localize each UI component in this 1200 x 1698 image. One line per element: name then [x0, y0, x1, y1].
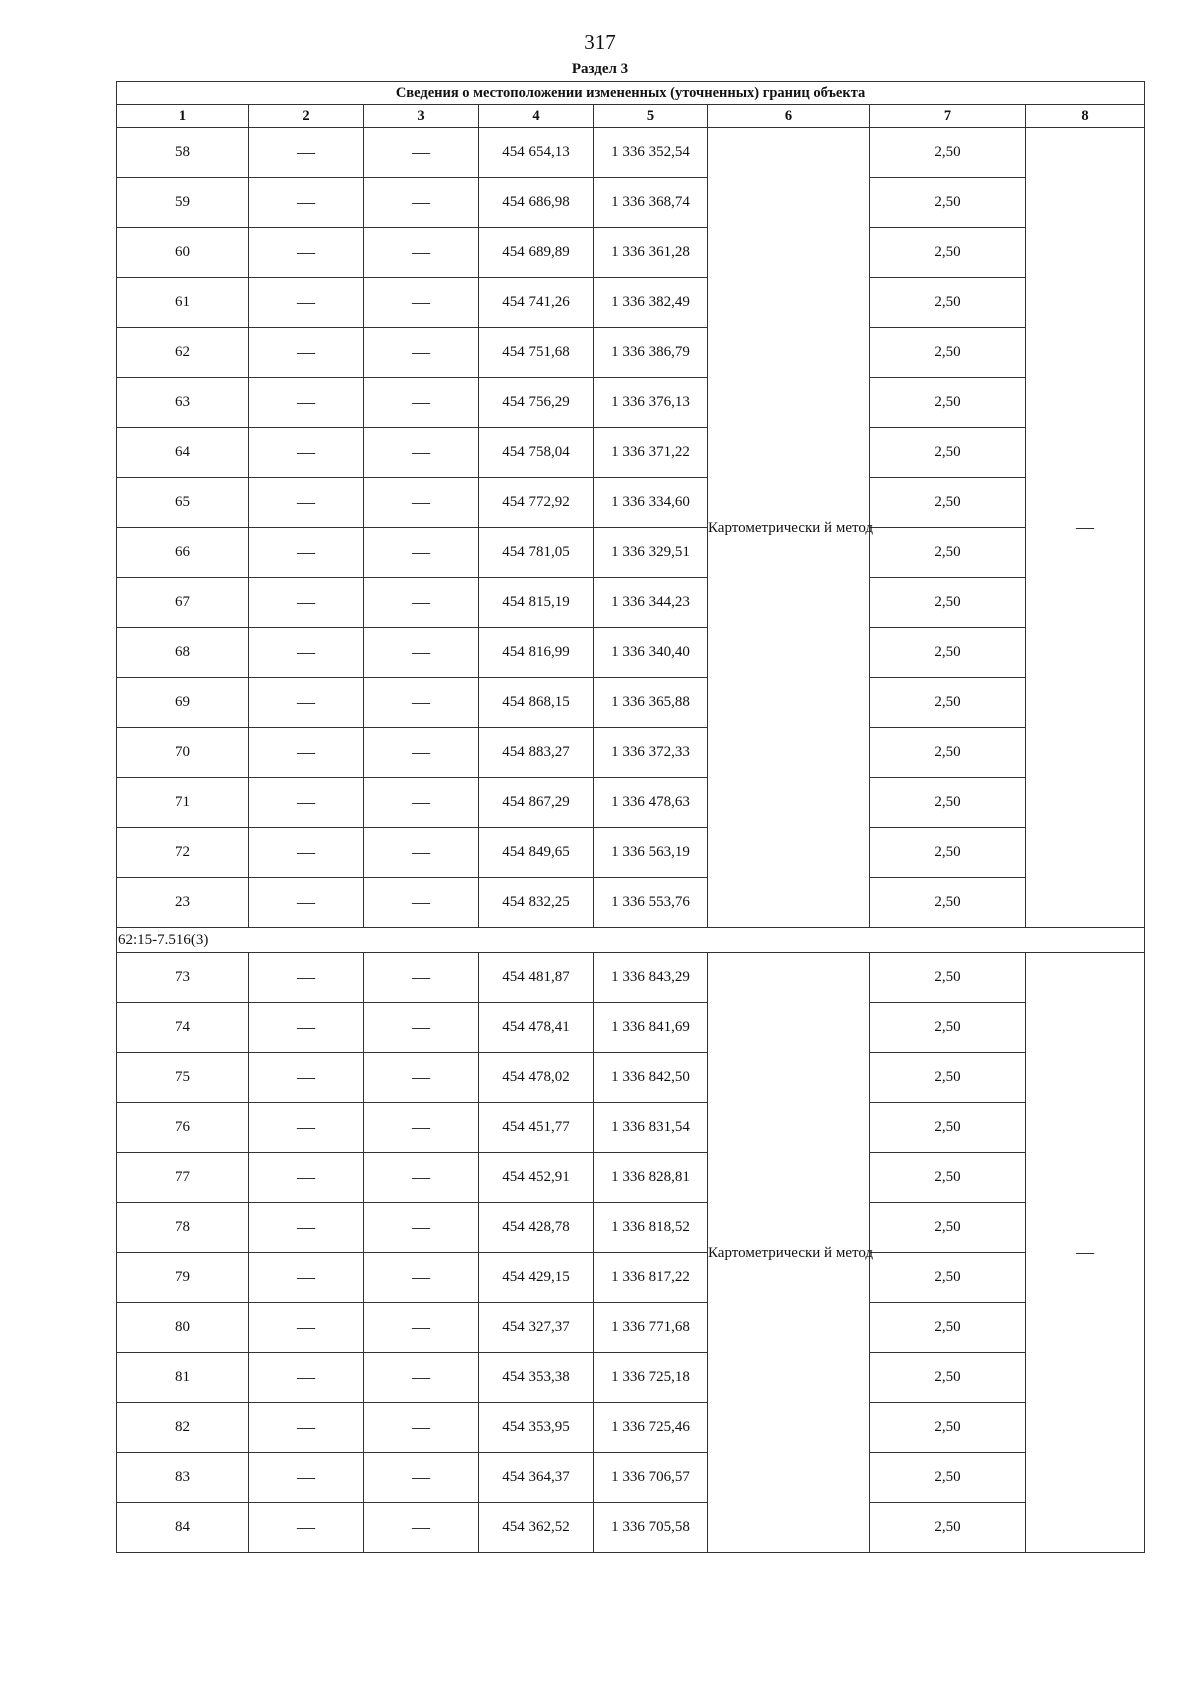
col3-cell: — — [364, 628, 479, 678]
accuracy-cell: 2,50 — [870, 228, 1026, 278]
y-coordinate-cell: 1 336 725,18 — [594, 1353, 708, 1403]
col3-cell: — — [364, 678, 479, 728]
point-number-cell: 58 — [117, 128, 249, 178]
col2-cell: — — [249, 728, 364, 778]
table-row — [117, 528, 1145, 578]
col2-cell: — — [249, 953, 364, 1003]
x-coordinate-cell: 454 654,13 — [479, 128, 594, 178]
col3-cell: — — [364, 1403, 479, 1453]
method-cell: Картометрически й метод — [708, 128, 870, 928]
accuracy-cell: 2,50 — [870, 878, 1026, 928]
accuracy-cell: 2,50 — [870, 1203, 1026, 1253]
y-coordinate-cell: 1 336 376,13 — [594, 378, 708, 428]
table-title: Сведения о местоположении измененных (уточненных) границ объекта — [117, 82, 1145, 105]
point-number-cell: 61 — [117, 278, 249, 328]
point-number-cell: 76 — [117, 1103, 249, 1153]
col2-cell: — — [249, 1403, 364, 1453]
table-row — [117, 178, 1145, 228]
point-number-cell: 73 — [117, 953, 249, 1003]
x-coordinate-cell: 454 327,37 — [479, 1303, 594, 1353]
x-coordinate-cell: 454 689,89 — [479, 228, 594, 278]
x-coordinate-cell: 454 451,77 — [479, 1103, 594, 1153]
x-coordinate-cell: 454 353,95 — [479, 1403, 594, 1453]
table-row — [117, 878, 1145, 928]
accuracy-cell: 2,50 — [870, 728, 1026, 778]
column-number-7: 7 — [870, 105, 1026, 128]
y-coordinate-cell: 1 336 817,22 — [594, 1253, 708, 1303]
y-coordinate-cell: 1 336 352,54 — [594, 128, 708, 178]
table-row — [117, 678, 1145, 728]
col2-cell: — — [249, 528, 364, 578]
column-number-8: 8 — [1026, 105, 1145, 128]
y-coordinate-cell: 1 336 771,68 — [594, 1303, 708, 1353]
col2-cell: — — [249, 178, 364, 228]
x-coordinate-cell: 454 883,27 — [479, 728, 594, 778]
point-number-cell: 72 — [117, 828, 249, 878]
accuracy-cell: 2,50 — [870, 1403, 1026, 1453]
table-row — [117, 1053, 1145, 1103]
y-coordinate-cell: 1 336 843,29 — [594, 953, 708, 1003]
method-cell: Картометрически й метод — [708, 953, 870, 1553]
accuracy-cell: 2,50 — [870, 828, 1026, 878]
accuracy-cell: 2,50 — [870, 1453, 1026, 1503]
col8-cell: — — [1026, 953, 1145, 1553]
x-coordinate-cell: 454 478,02 — [479, 1053, 594, 1103]
accuracy-cell: 2,50 — [870, 178, 1026, 228]
col2-cell: — — [249, 1103, 364, 1153]
parcel-row — [117, 928, 1145, 953]
col2-cell: — — [249, 828, 364, 878]
col8-cell: — — [1026, 128, 1145, 928]
column-number-4: 4 — [479, 105, 594, 128]
col2-cell: — — [249, 328, 364, 378]
accuracy-cell: 2,50 — [870, 1353, 1026, 1403]
col2-cell: — — [249, 278, 364, 328]
table-row — [117, 778, 1145, 828]
col2-cell: — — [249, 878, 364, 928]
column-number-3: 3 — [364, 105, 479, 128]
x-coordinate-cell: 454 429,15 — [479, 1253, 594, 1303]
column-number-6: 6 — [708, 105, 870, 128]
accuracy-cell: 2,50 — [870, 328, 1026, 378]
col3-cell: — — [364, 1353, 479, 1403]
table-row — [117, 1103, 1145, 1153]
col3-cell: — — [364, 1253, 479, 1303]
point-number-cell: 65 — [117, 478, 249, 528]
table-row — [117, 1203, 1145, 1253]
col2-cell: — — [249, 1253, 364, 1303]
x-coordinate-cell: 454 781,05 — [479, 528, 594, 578]
y-coordinate-cell: 1 336 705,58 — [594, 1503, 708, 1553]
table-row — [117, 1003, 1145, 1053]
column-number-row — [117, 105, 1145, 128]
section-title: Раздел 3 — [571, 61, 629, 77]
table-row — [117, 1353, 1145, 1403]
col2-cell: — — [249, 578, 364, 628]
accuracy-cell: 2,50 — [870, 428, 1026, 478]
y-coordinate-cell: 1 336 818,52 — [594, 1203, 708, 1253]
x-coordinate-cell: 454 741,26 — [479, 278, 594, 328]
y-coordinate-cell: 1 336 478,63 — [594, 778, 708, 828]
col2-cell: — — [249, 228, 364, 278]
x-coordinate-cell: 454 362,52 — [479, 1503, 594, 1553]
point-number-cell: 23 — [117, 878, 249, 928]
col3-cell: — — [364, 728, 479, 778]
accuracy-cell: 2,50 — [870, 1103, 1026, 1153]
col3-cell: — — [364, 228, 479, 278]
col3-cell: — — [364, 778, 479, 828]
point-number-cell: 64 — [117, 428, 249, 478]
col3-cell: — — [364, 378, 479, 428]
col2-cell: — — [249, 628, 364, 678]
point-number-cell: 79 — [117, 1253, 249, 1303]
y-coordinate-cell: 1 336 329,51 — [594, 528, 708, 578]
column-number-2: 2 — [249, 105, 364, 128]
y-coordinate-cell: 1 336 831,54 — [594, 1103, 708, 1153]
table-row — [117, 1503, 1145, 1553]
y-coordinate-cell: 1 336 334,60 — [594, 478, 708, 528]
table-row — [117, 1303, 1145, 1353]
point-number-cell: 68 — [117, 628, 249, 678]
x-coordinate-cell: 454 758,04 — [479, 428, 594, 478]
col3-cell: — — [364, 578, 479, 628]
y-coordinate-cell: 1 336 368,74 — [594, 178, 708, 228]
accuracy-cell: 2,50 — [870, 953, 1026, 1003]
x-coordinate-cell: 454 686,98 — [479, 178, 594, 228]
x-coordinate-cell: 454 867,29 — [479, 778, 594, 828]
point-number-cell: 75 — [117, 1053, 249, 1103]
point-number-cell: 71 — [117, 778, 249, 828]
accuracy-cell: 2,50 — [870, 128, 1026, 178]
point-number-cell: 63 — [117, 378, 249, 428]
table-row — [117, 278, 1145, 328]
table-row — [117, 828, 1145, 878]
coordinates-table — [116, 81, 1145, 1553]
y-coordinate-cell: 1 336 372,33 — [594, 728, 708, 778]
point-number-cell: 82 — [117, 1403, 249, 1453]
point-number-cell: 81 — [117, 1353, 249, 1403]
col3-cell: — — [364, 128, 479, 178]
parcel-id: 62:15-7.516(3) — [117, 928, 1145, 953]
col3-cell: — — [364, 528, 479, 578]
col2-cell: — — [249, 778, 364, 828]
accuracy-cell: 2,50 — [870, 578, 1026, 628]
col2-cell: — — [249, 1503, 364, 1553]
point-number-cell: 67 — [117, 578, 249, 628]
col3-cell: — — [364, 428, 479, 478]
x-coordinate-cell: 454 364,37 — [479, 1453, 594, 1503]
col2-cell: — — [249, 1453, 364, 1503]
accuracy-cell: 2,50 — [870, 1303, 1026, 1353]
y-coordinate-cell: 1 336 563,19 — [594, 828, 708, 878]
point-number-cell: 62 — [117, 328, 249, 378]
col2-cell: — — [249, 1053, 364, 1103]
col2-cell: — — [249, 428, 364, 478]
col2-cell: — — [249, 478, 364, 528]
x-coordinate-cell: 454 452,91 — [479, 1153, 594, 1203]
point-number-cell: 78 — [117, 1203, 249, 1253]
col3-cell: — — [364, 1103, 479, 1153]
x-coordinate-cell: 454 751,68 — [479, 328, 594, 378]
x-coordinate-cell: 454 816,99 — [479, 628, 594, 678]
x-coordinate-cell: 454 478,41 — [479, 1003, 594, 1053]
table-row — [117, 1453, 1145, 1503]
y-coordinate-cell: 1 336 828,81 — [594, 1153, 708, 1203]
y-coordinate-cell: 1 336 344,23 — [594, 578, 708, 628]
accuracy-cell: 2,50 — [870, 678, 1026, 728]
accuracy-cell: 2,50 — [870, 1503, 1026, 1553]
y-coordinate-cell: 1 336 371,22 — [594, 428, 708, 478]
table-row — [117, 1403, 1145, 1453]
accuracy-cell: 2,50 — [870, 628, 1026, 678]
table-body — [117, 82, 1145, 1553]
page-number: 317 — [584, 30, 616, 54]
col3-cell: — — [364, 878, 479, 928]
col3-cell: — — [364, 1053, 479, 1103]
accuracy-cell: 2,50 — [870, 378, 1026, 428]
point-number-cell: 59 — [117, 178, 249, 228]
x-coordinate-cell: 454 353,38 — [479, 1353, 594, 1403]
accuracy-cell: 2,50 — [870, 1003, 1026, 1053]
point-number-cell: 77 — [117, 1153, 249, 1203]
y-coordinate-cell: 1 336 365,88 — [594, 678, 708, 728]
table-row — [117, 328, 1145, 378]
table-row — [117, 628, 1145, 678]
point-number-cell: 69 — [117, 678, 249, 728]
table-row — [117, 1253, 1145, 1303]
col2-cell: — — [249, 128, 364, 178]
point-number-cell: 60 — [117, 228, 249, 278]
point-number-cell: 84 — [117, 1503, 249, 1553]
col2-cell: — — [249, 678, 364, 728]
accuracy-cell: 2,50 — [870, 1253, 1026, 1303]
col2-cell: — — [249, 1303, 364, 1353]
table-row — [117, 228, 1145, 278]
table-row — [117, 378, 1145, 428]
table-row — [117, 728, 1145, 778]
y-coordinate-cell: 1 336 841,69 — [594, 1003, 708, 1053]
accuracy-cell: 2,50 — [870, 528, 1026, 578]
point-number-cell: 70 — [117, 728, 249, 778]
col3-cell: — — [364, 1003, 479, 1053]
table-row — [117, 1153, 1145, 1203]
accuracy-cell: 2,50 — [870, 778, 1026, 828]
x-coordinate-cell: 454 428,78 — [479, 1203, 594, 1253]
table-row — [117, 478, 1145, 528]
column-number-5: 5 — [594, 105, 708, 128]
table-row — [117, 578, 1145, 628]
y-coordinate-cell: 1 336 553,76 — [594, 878, 708, 928]
accuracy-cell: 2,50 — [870, 278, 1026, 328]
col2-cell: — — [249, 1153, 364, 1203]
table-row — [117, 128, 1145, 178]
table-row — [117, 953, 1145, 1003]
y-coordinate-cell: 1 336 361,28 — [594, 228, 708, 278]
accuracy-cell: 2,50 — [870, 478, 1026, 528]
accuracy-cell: 2,50 — [870, 1053, 1026, 1103]
col3-cell: — — [364, 1153, 479, 1203]
x-coordinate-cell: 454 868,15 — [479, 678, 594, 728]
point-number-cell: 80 — [117, 1303, 249, 1353]
x-coordinate-cell: 454 481,87 — [479, 953, 594, 1003]
column-number-1: 1 — [117, 105, 249, 128]
col3-cell: — — [364, 478, 479, 528]
col2-cell: — — [249, 1203, 364, 1253]
col3-cell: — — [364, 1203, 479, 1253]
table-row — [117, 428, 1145, 478]
col3-cell: — — [364, 328, 479, 378]
col2-cell: — — [249, 1003, 364, 1053]
point-number-cell: 74 — [117, 1003, 249, 1053]
x-coordinate-cell: 454 849,65 — [479, 828, 594, 878]
y-coordinate-cell: 1 336 706,57 — [594, 1453, 708, 1503]
col3-cell: — — [364, 278, 479, 328]
col3-cell: — — [364, 178, 479, 228]
col3-cell: — — [364, 1453, 479, 1503]
col3-cell: — — [364, 1503, 479, 1553]
x-coordinate-cell: 454 756,29 — [479, 378, 594, 428]
col2-cell: — — [249, 1353, 364, 1403]
col3-cell: — — [364, 953, 479, 1003]
col3-cell: — — [364, 828, 479, 878]
x-coordinate-cell: 454 815,19 — [479, 578, 594, 628]
y-coordinate-cell: 1 336 340,40 — [594, 628, 708, 678]
y-coordinate-cell: 1 336 386,79 — [594, 328, 708, 378]
y-coordinate-cell: 1 336 842,50 — [594, 1053, 708, 1103]
point-number-cell: 66 — [117, 528, 249, 578]
col3-cell: — — [364, 1303, 479, 1353]
col2-cell: — — [249, 378, 364, 428]
y-coordinate-cell: 1 336 382,49 — [594, 278, 708, 328]
x-coordinate-cell: 454 832,25 — [479, 878, 594, 928]
point-number-cell: 83 — [117, 1453, 249, 1503]
x-coordinate-cell: 454 772,92 — [479, 478, 594, 528]
y-coordinate-cell: 1 336 725,46 — [594, 1403, 708, 1453]
accuracy-cell: 2,50 — [870, 1153, 1026, 1203]
